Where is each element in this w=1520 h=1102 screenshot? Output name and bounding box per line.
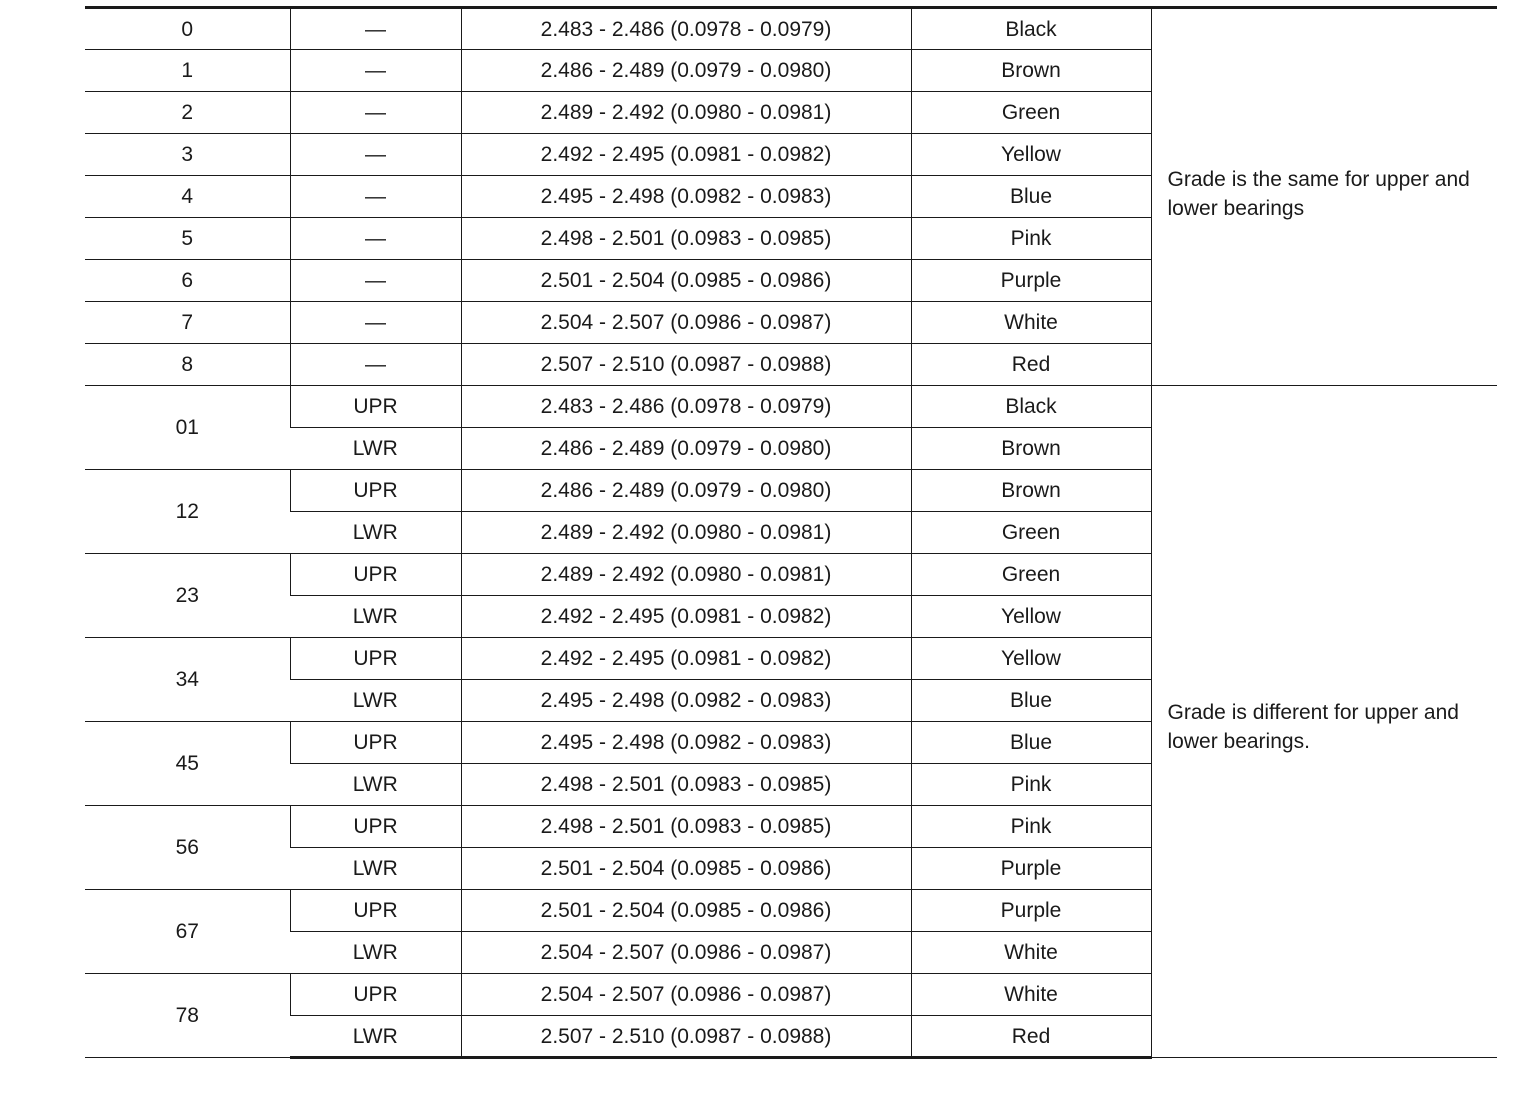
grade-number-cell: 23	[85, 554, 290, 638]
thickness-cell: 2.504 - 2.507 (0.0986 - 0.0987)	[461, 974, 911, 1016]
bearing-position-cell: —	[290, 176, 461, 218]
bearing-position-cell: —	[290, 134, 461, 176]
thickness-cell: 2.489 - 2.492 (0.0980 - 0.0981)	[461, 512, 911, 554]
identification-color-cell: Purple	[911, 890, 1151, 932]
identification-color-cell: Red	[911, 1016, 1151, 1058]
thickness-cell: 2.489 - 2.492 (0.0980 - 0.0981)	[461, 554, 911, 596]
remarks-text: Grade is different for upper and lower bearings.	[1167, 701, 1459, 753]
bearing-position-cell: LWR	[290, 932, 461, 974]
identification-color-cell: Pink	[911, 806, 1151, 848]
thickness-cell: 2.486 - 2.489 (0.0979 - 0.0980)	[461, 428, 911, 470]
grade-number-cell: 12	[85, 470, 290, 554]
thickness-cell: 2.483 - 2.486 (0.0978 - 0.0979)	[461, 386, 911, 428]
thickness-cell: 2.507 - 2.510 (0.0987 - 0.0988)	[461, 344, 911, 386]
bearing-grade-table	[85, 6, 1497, 1059]
bearing-position-cell: —	[290, 50, 461, 92]
bearing-position-cell: UPR	[290, 722, 461, 764]
grade-number-cell: 8	[85, 344, 290, 386]
bearing-position-cell: LWR	[290, 596, 461, 638]
bearing-position-cell: UPR	[290, 554, 461, 596]
thickness-cell: 2.495 - 2.498 (0.0982 - 0.0983)	[461, 176, 911, 218]
thickness-cell: 2.483 - 2.486 (0.0978 - 0.0979)	[461, 8, 911, 50]
table-row	[85, 386, 1497, 428]
identification-color-cell: Green	[911, 92, 1151, 134]
identification-color-cell: Yellow	[911, 596, 1151, 638]
bearing-position-cell: UPR	[290, 386, 461, 428]
thickness-cell: 2.492 - 2.495 (0.0981 - 0.0982)	[461, 638, 911, 680]
grade-number-cell: 78	[85, 974, 290, 1058]
grade-number-cell: 01	[85, 386, 290, 470]
bearing-position-cell: —	[290, 260, 461, 302]
thickness-cell: 2.495 - 2.498 (0.0982 - 0.0983)	[461, 722, 911, 764]
thickness-cell: 2.501 - 2.504 (0.0985 - 0.0986)	[461, 848, 911, 890]
grade-number-cell: 5	[85, 218, 290, 260]
grade-number-cell: 6	[85, 260, 290, 302]
thickness-cell: 2.501 - 2.504 (0.0985 - 0.0986)	[461, 890, 911, 932]
bearing-position-cell: —	[290, 218, 461, 260]
bearing-position-cell: —	[290, 8, 461, 50]
identification-color-cell: Black	[911, 8, 1151, 50]
thickness-cell: 2.492 - 2.495 (0.0981 - 0.0982)	[461, 134, 911, 176]
identification-color-cell: White	[911, 974, 1151, 1016]
bearing-position-cell: UPR	[290, 806, 461, 848]
grade-number-cell: 34	[85, 638, 290, 722]
identification-color-cell: Black	[911, 386, 1151, 428]
grade-number-cell: 67	[85, 890, 290, 974]
thickness-cell: 2.501 - 2.504 (0.0985 - 0.0986)	[461, 260, 911, 302]
bearing-position-cell: UPR	[290, 890, 461, 932]
bearing-position-cell: —	[290, 302, 461, 344]
grade-number-cell: 45	[85, 722, 290, 806]
identification-color-cell: Green	[911, 554, 1151, 596]
remarks-cell-different-grade	[1151, 386, 1497, 1058]
identification-color-cell: Purple	[911, 260, 1151, 302]
thickness-cell: 2.504 - 2.507 (0.0986 - 0.0987)	[461, 932, 911, 974]
identification-color-cell: Blue	[911, 176, 1151, 218]
bearing-position-cell: LWR	[290, 512, 461, 554]
grade-number-cell: 7	[85, 302, 290, 344]
table-row	[85, 8, 1497, 50]
remarks-cell-same-grade	[1151, 8, 1497, 386]
identification-color-cell: White	[911, 302, 1151, 344]
grade-number-cell: 4	[85, 176, 290, 218]
bearing-position-cell: LWR	[290, 428, 461, 470]
thickness-cell: 2.495 - 2.498 (0.0982 - 0.0983)	[461, 680, 911, 722]
remarks-text: Grade is the same for upper and lower bearings	[1167, 168, 1470, 220]
identification-color-cell: Brown	[911, 50, 1151, 92]
identification-color-cell: Green	[911, 512, 1151, 554]
identification-color-cell: Pink	[911, 764, 1151, 806]
bearing-position-cell: LWR	[290, 1016, 461, 1058]
thickness-cell: 2.498 - 2.501 (0.0983 - 0.0985)	[461, 764, 911, 806]
identification-color-cell: Yellow	[911, 134, 1151, 176]
identification-color-cell: Red	[911, 344, 1151, 386]
identification-color-cell: Brown	[911, 428, 1151, 470]
bearing-position-cell: —	[290, 92, 461, 134]
grade-number-cell: 1	[85, 50, 290, 92]
identification-color-cell: Blue	[911, 722, 1151, 764]
thickness-cell: 2.504 - 2.507 (0.0986 - 0.0987)	[461, 302, 911, 344]
thickness-cell: 2.486 - 2.489 (0.0979 - 0.0980)	[461, 470, 911, 512]
thickness-cell: 2.507 - 2.510 (0.0987 - 0.0988)	[461, 1016, 911, 1058]
identification-color-cell: Purple	[911, 848, 1151, 890]
grade-number-cell: 56	[85, 806, 290, 890]
bearing-position-cell: LWR	[290, 848, 461, 890]
identification-color-cell: Pink	[911, 218, 1151, 260]
bearing-position-cell: —	[290, 344, 461, 386]
bearing-position-cell: UPR	[290, 638, 461, 680]
identification-color-cell: Blue	[911, 680, 1151, 722]
thickness-cell: 2.492 - 2.495 (0.0981 - 0.0982)	[461, 596, 911, 638]
bearing-position-cell: UPR	[290, 974, 461, 1016]
thickness-cell: 2.486 - 2.489 (0.0979 - 0.0980)	[461, 50, 911, 92]
identification-color-cell: Yellow	[911, 638, 1151, 680]
grade-number-cell: 0	[85, 8, 290, 50]
grade-number-cell: 3	[85, 134, 290, 176]
thickness-cell: 2.498 - 2.501 (0.0983 - 0.0985)	[461, 806, 911, 848]
thickness-cell: 2.498 - 2.501 (0.0983 - 0.0985)	[461, 218, 911, 260]
bearing-position-cell: LWR	[290, 680, 461, 722]
thickness-cell: 2.489 - 2.492 (0.0980 - 0.0981)	[461, 92, 911, 134]
bearing-position-cell: LWR	[290, 764, 461, 806]
identification-color-cell: Brown	[911, 470, 1151, 512]
bearing-position-cell: UPR	[290, 470, 461, 512]
grade-number-cell: 2	[85, 92, 290, 134]
identification-color-cell: White	[911, 932, 1151, 974]
